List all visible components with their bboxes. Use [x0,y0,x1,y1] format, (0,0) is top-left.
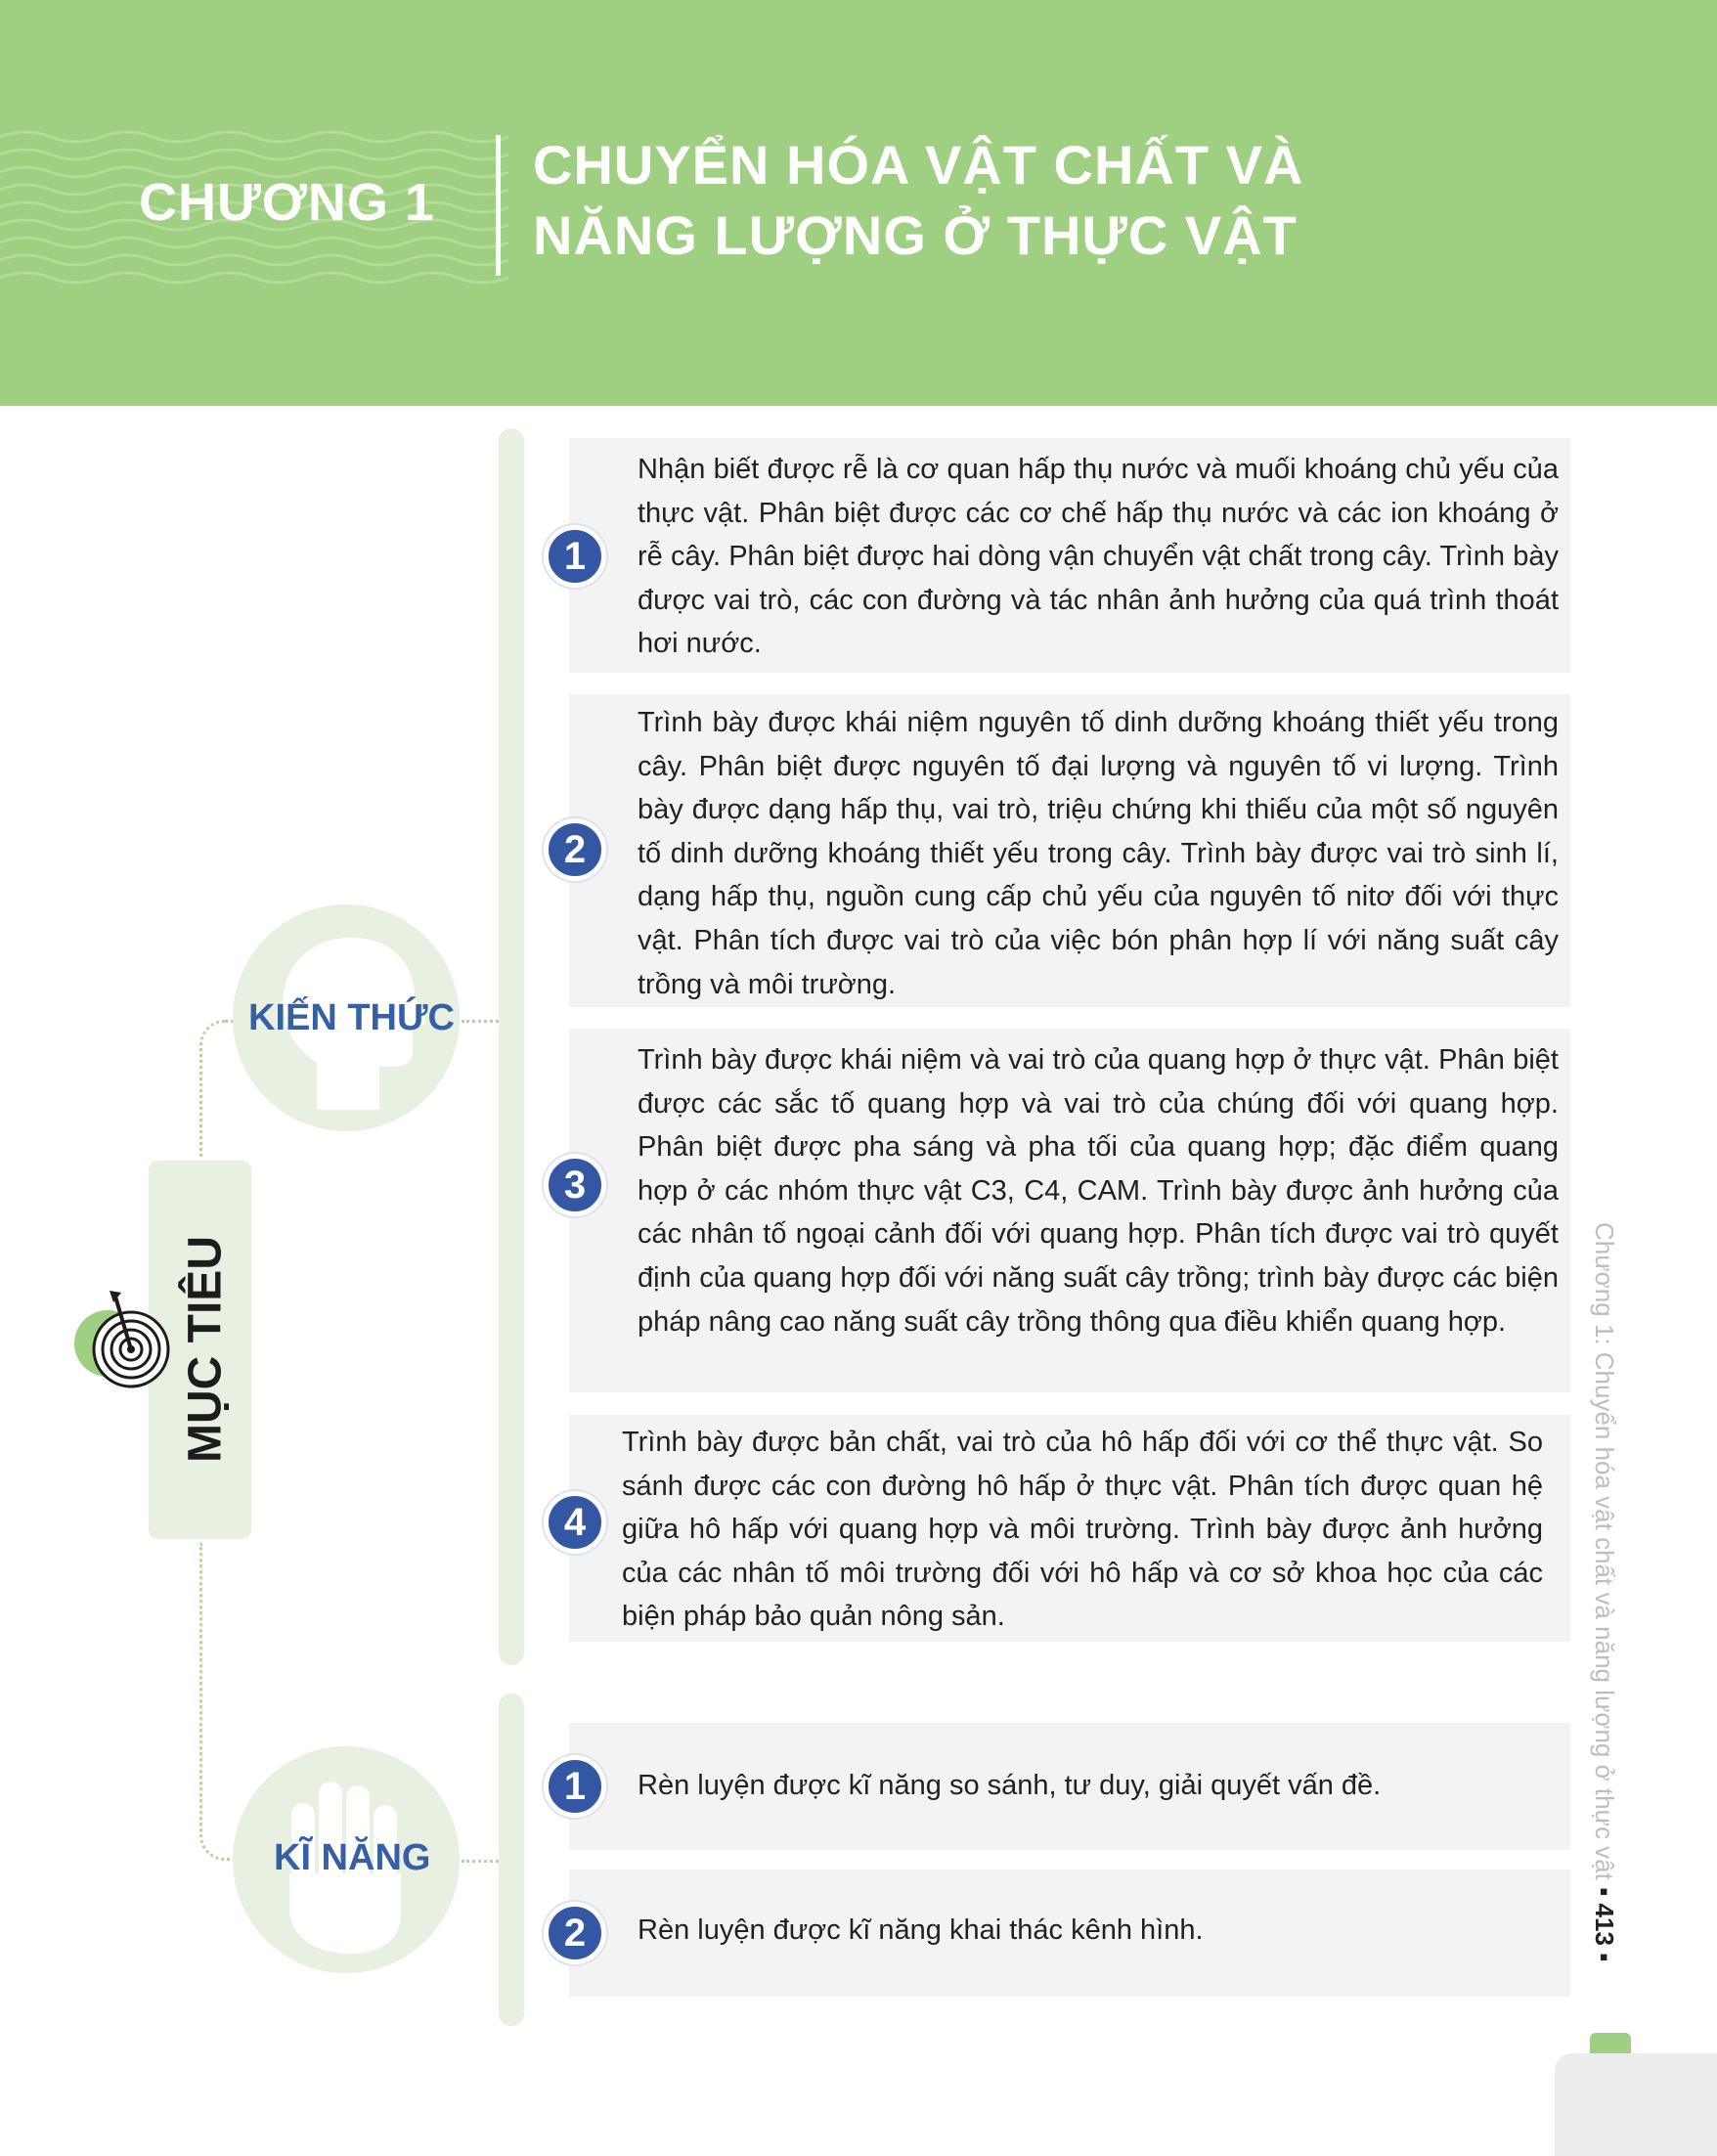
knowledge-item-number-badge: 4 [544,1491,606,1554]
skill-item-1 [569,1723,1570,1850]
skill-item-number-badge: 1 [544,1755,606,1818]
knowledge-item-text: Trình bày được bản chất, vai trò của hô hấp đối với cơ thể thực vật. So sánh được các con đường hô hấp ở thực vật. Phân tích được quan hệ giữa hô hấp với quang hợp và môi trường. Trình bày được ảnh hưởng của các nhân tố môi trường đối với hô hấp và cơ sở khoa học của các biện pháp bảo quản nông sản. [622,1427,1543,1633]
knowledge-item-text: Trình bày được khái niệm và vai trò của quang hợp ở thực vật. Phân biệt được các sắc tố quang hợp và vai trò của chúng đối với quang hợp. Phân biệt được pha sáng và pha tối của quang hợp; đặc điểm quang hợp ở các nhóm thực vật C3, C4, CAM. Trình bày được ảnh hưởng của các nhân tố ngoại cảnh đối với quang hợp. Phân tích được vai trò quyết định của quang hợp đối với năng suất cây trồng; trình bày được các biện pháp nâng cao năng suất cây trồng thông qua điều khiển quang hợp. [638,1044,1559,1338]
knowledge-item-4 [569,1415,1570,1642]
knowledge-item-3 [569,1029,1570,1392]
connector-skills-bar [462,1860,499,1863]
knowledge-item-text: Nhận biết được rễ là cơ quan hấp thụ nước và muối khoáng chủ yếu của thực vật. Phân biệt được các cơ chế hấp thụ nước và các ion khoáng ở rễ cây. Phân biệt được hai dòng vận chuyển vật chất trong cây. Trình bày được vai trò, các con đường và tác nhân ảnh hưởng của quá trình thoát hơi nước. [638,454,1559,660]
target-icon [70,1289,178,1396]
knowledge-label: KIẾN THỨC [248,997,455,1038]
running-footer-text [1589,1222,1619,1961]
knowledge-item-number-badge: 3 [544,1154,606,1216]
page-number: ▪ 413 ▪ [1590,1887,1619,1962]
running-footer [1590,1222,1639,2053]
skill-item-number-badge: 2 [544,1902,606,1964]
chapter-header [0,0,1717,406]
skills-label: KĨ NĂNG [274,1837,431,1878]
chapter-title-line-1: CHUYỂN HÓA VẬT CHẤT VÀ [533,134,1304,196]
chapter-caption: Chương 1: Chuyển hóa vật chất và năng lượng ở thực vật [1590,1222,1619,1880]
objectives-label: MỤC TIÊU [179,1236,232,1463]
knowledge-item-1 [569,438,1570,673]
chapter-label: CHƯƠNG 1 [139,173,435,232]
knowledge-item-number-badge: 2 [544,818,606,881]
knowledge-item-number-badge: 1 [544,525,606,588]
skills-timeline-bar [499,1694,524,2026]
skill-item-text: Rèn luyện được kĩ năng khai thác kênh hình. [638,1914,1204,1946]
connector-knowledge-bar [462,1020,499,1023]
knowledge-item-2 [569,694,1570,1007]
header-divider [496,135,501,276]
corner-panel [1555,2053,1717,2156]
knowledge-item-text: Trình bày được khái niệm nguyên tố dinh dưỡng khoáng thiết yếu trong cây. Phân biệt được nguyên tố đại lượng và nguyên tố vi lượng. Trình bày được dạng hấp thụ, vai trò, triệu chứng khi thiếu của một số nguyên tố dinh dưỡng khoáng thiết yếu trong cây. Trình bày được vai trò sinh lí, dạng hấp thụ, nguồn cung cấp chủ yếu của nguyên tố nitơ đối với thực vật. Phân tích được vai trò của việc bón phân hợp lí với năng suất cây trồng và môi trường. [638,707,1559,1000]
chapter-title-line-2: NĂNG LƯỢNG Ở THỰC VẬT [533,204,1298,266]
knowledge-timeline-bar [499,428,524,1665]
skill-item-2 [569,1870,1570,1997]
chapter-title [533,130,1303,271]
skill-item-text: Rèn luyện được kĩ năng so sánh, tư duy, giải quyết vấn đề. [638,1770,1382,1801]
